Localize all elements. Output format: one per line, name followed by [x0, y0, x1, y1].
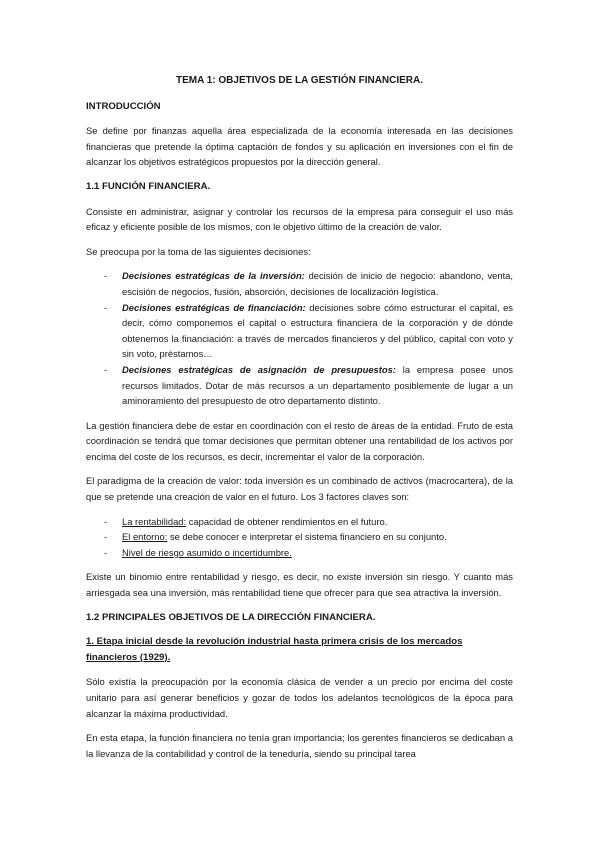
list-item-term: Decisiones estratégicas de financiación: [122, 301, 306, 313]
section-1-2-paragraph-2: En esta etapa, la función financiera no tenía gran importancia; los gerentes financieros se dedicaban a la llevanza de la contabilidad y control de la teneduría, siendo su principal tarea [86, 732, 513, 759]
intro-heading: INTRODUCCIÓN [86, 100, 161, 112]
list-item-term: Nivel de riesgo asumido o incertidumbre. [122, 546, 292, 558]
factors-list [86, 514, 513, 561]
section-1-1-paragraph-4: El paradigma de la creación de valor: toda inversión es un combinado de activos (macrocartera), de la que se pretende una creación de valor en el futuro. Los 3 factores claves son: [86, 475, 513, 503]
section-1-1-heading: 1.1 FUNCIÓN FINANCIERA. [86, 180, 211, 192]
section-1-2-paragraph-1: Sólo existía la preocupación por la economía clásica de vender a un precio por encima del coste unitario para así generar beneficios y gozar de todos los adelantos tecnológicos de la época para alcanzar la máxima productividad. [86, 676, 513, 719]
section-1-2-subheading: 1. Etapa inicial desde la revolución industrial hasta primera crisis de los mercados financieros (1929). [86, 636, 463, 663]
document-title: TEMA 1: OBJETIVOS DE LA GESTIÓN FINANCIERA. [175, 75, 424, 86]
section-1-2-heading: 1.2 PRINCIPALES OBJETIVOS DE LA DIRECCIÓN FINANCIERA. [86, 611, 376, 623]
list-item [86, 300, 513, 362]
section-1-1-paragraph-1: Consiste en administrar, asignar y controlar los recursos de la empresa para conseguir el uso más eficaz y eficiente posible de los mismos, con le objetivo último de la creación de valor. [86, 205, 513, 233]
list-item-term: Decisiones estratégicas de asignación de presupuestos: [122, 363, 396, 375]
list-item-term: Decisiones estratégicas de la inversión: [122, 270, 305, 282]
intro-paragraph: Se define por finanzas aquella área especializada de la economía interesada en las decisiones financieras que pretende la óptima captación de fondos y su aplicación en inversiones con el fin de alcanzar los objetivos estratégicos propuestos por la dirección general. [86, 125, 513, 168]
section-1-1-paragraph-3: La gestión financiera debe de estar en coordinación con el resto de áreas de la entidad. Fruto de esta coordinación se tendrá que tomar decisiones que permitan obtener una rentabilidad de los activos por encima del coste de los recursos, es decir, incrementar el valor de la corporación. [86, 419, 513, 462]
list-item [86, 529, 513, 545]
list-item [86, 514, 513, 530]
list-item-term: El entorno: [122, 531, 168, 543]
section-1-1-paragraph-2: Se preocupa por la toma de las siguientes decisiones: [86, 245, 311, 257]
list-item-text: decisiones sobre cómo estructurar el capital, es decir, cómo componemos el capital o estructura financiera de la corporación y de dónde obtenemos la financiación: a través de mercados financieros y del público, capital con voto y sin voto, préstamos… [122, 301, 513, 360]
list-item-text: capacidad de obtener rendimientos en el futuro. [186, 515, 388, 527]
list-item-text: se debe conocer e interpretar el sistema financiero en su conjunto. [167, 531, 447, 543]
list-item-term: La rentabilidad: [122, 515, 187, 527]
list-item-text: la empresa posee unos recursos limitados. Dotar de más recursos a un departamento posiblemente de lugar a un aminoramiento del presupuesto de otro departamento distinto. [122, 363, 513, 407]
list-item [86, 545, 513, 561]
list-item [86, 362, 513, 409]
section-1-1-paragraph-5: Existe un binomio entre rentabilidad y riesgo, es decir, no existe inversión sin riesgo. Y cuanto más arriesgada sea una inversión, más rentabilidad tiene que ofrecer para que sea atractiva la inversión. [86, 571, 513, 599]
list-item [86, 268, 513, 299]
list-item-text: decisión de inicio de negocio: abandono, venta, escisión de negocios, fusión, absorción, decisiones de localización logística. [122, 270, 514, 297]
decisions-list [86, 268, 513, 408]
